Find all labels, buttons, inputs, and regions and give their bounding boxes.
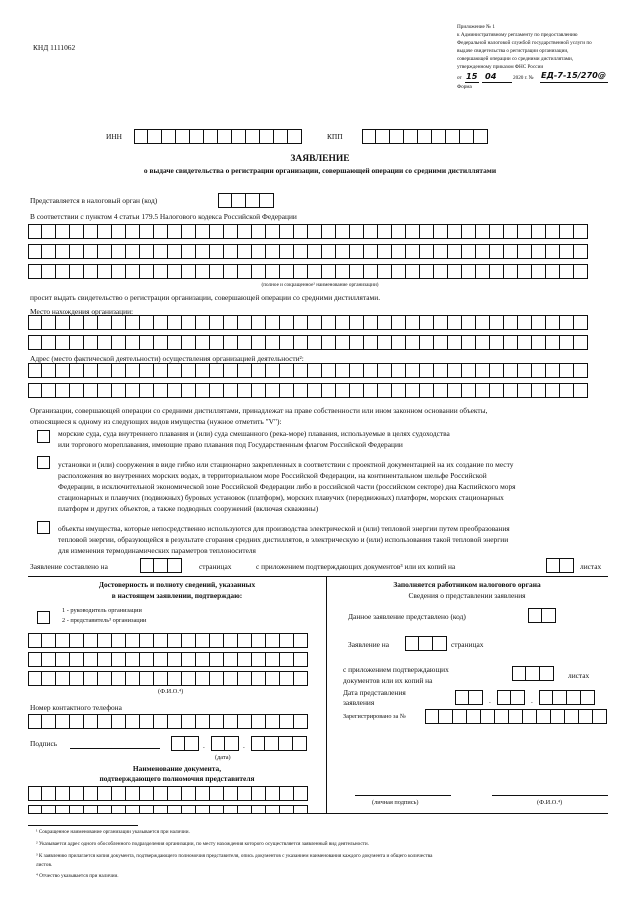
- phone-field[interactable]: [28, 714, 308, 729]
- officer-signature-line[interactable]: [355, 795, 451, 796]
- presented-day-field[interactable]: [455, 690, 483, 705]
- signer-type-checkbox[interactable]: [37, 611, 50, 624]
- appendix-line: выдаче свидетельства о регистрации организации,: [457, 48, 569, 54]
- option-installations-checkbox[interactable]: [37, 456, 50, 469]
- option-installations-text: Федерации, в исключительной экономической зоне Российской Федерации либо в российской части (российском секторе) дна Каспийского моря: [58, 482, 516, 491]
- pages-count-field[interactable]: [140, 558, 182, 573]
- docs-sheets-field[interactable]: [512, 666, 554, 681]
- inn-field[interactable]: [134, 129, 302, 144]
- with-docs-label: с приложением подтверждающих: [343, 665, 449, 674]
- fio-row[interactable]: [28, 652, 308, 667]
- objects-intro: Организации, совершающей операции со средними дистиллятами, принадлежат на праве собственности или ином законном основании объекты,: [30, 406, 488, 415]
- sign-year-field[interactable]: [251, 736, 307, 751]
- officer-heading: Заполняется работником налогового органа: [393, 580, 541, 589]
- date-presented-label: заявления: [343, 698, 375, 707]
- presented-month-field[interactable]: [497, 690, 525, 705]
- doc-name-heading: Наименование документа,: [132, 764, 222, 773]
- location-row[interactable]: [28, 335, 588, 350]
- location-label: Место нахождения организации:: [30, 307, 134, 316]
- address-row[interactable]: [28, 383, 588, 398]
- date-caption: (дата): [215, 754, 231, 761]
- sheets-word: листах: [580, 562, 602, 571]
- confirm-heading: Достоверность и полноту сведений, указанных: [98, 580, 256, 589]
- appendix-line: к Административному регламенту по предоставлению: [457, 32, 578, 38]
- kpp-field[interactable]: [362, 129, 488, 144]
- sheets-count-field[interactable]: [546, 558, 574, 573]
- appendix-line: утвержденному приказом ФНС России: [457, 64, 544, 70]
- statement-on-label: Заявление на: [348, 640, 390, 649]
- org-name-row[interactable]: [28, 264, 588, 279]
- option-energy-text: объекты имущества, которые непосредственно используются для производства электрической и (или) тепловой энергии путем преобразования: [58, 524, 510, 533]
- option-energy-text: тепловой энергии, образующейся в результате сгорания средних дистиллятов, в электрическую и (или) использования такой тепловой энергии: [58, 535, 509, 544]
- option-vessels-text: морские суда, суда внутреннего плавания и (или) суда смешанного (река-море) плавания, используемые в целях судоходства: [58, 429, 450, 438]
- page-title: ЗАЯВЛЕНИЕ: [290, 154, 350, 164]
- footnote: ² Указывается адрес одного обособленного подразделения организации, по месту нахождения которого осуществляется заявленный вид деятельности.: [36, 841, 369, 847]
- statement-pages-field[interactable]: [405, 636, 447, 651]
- address-label: Адрес (место фактической деятельности) осуществления организацией деятельности²:: [30, 354, 304, 363]
- option-energy-text: для изменения термодинамических параметров теплоносителя: [58, 546, 256, 555]
- signer-option-head: 1 - руководитель организации: [62, 607, 142, 614]
- option-vessels-text: или торгового мореплавания, имеющие право плавания под Государственным флагом Российской Федерации: [58, 440, 403, 449]
- page-subtitle: о выдаче свидетельства о регистрации организации, совершающей операции со средними дистиллятами: [143, 166, 497, 175]
- presented-year-field[interactable]: [539, 690, 595, 705]
- objects-intro: относящиеся к одному из следующих видов имущества (нужное отметить "V"):: [30, 417, 282, 426]
- tax-organ-label: Представляется в налоговый орган (код): [30, 196, 158, 205]
- doc-name-row[interactable]: [28, 786, 308, 801]
- pages-word: страницах: [199, 562, 232, 571]
- request-text: просит выдать свидетельство о регистрации организации, совершающей операции со средними дистиллятами.: [30, 293, 381, 302]
- docs-sheets-word: листах: [568, 671, 590, 680]
- appendix-line: совершающей операции со средними дистиллятами,: [457, 56, 574, 62]
- officer-fio-caption: (Ф.И.О.⁴): [537, 799, 563, 806]
- phone-label: Номер контактного телефона: [30, 703, 122, 712]
- footnote: ⁴ Отчество указывается при наличии.: [36, 873, 119, 879]
- with-docs-label: с приложением подтверждающих документов³ или их копий на: [256, 562, 456, 571]
- appendix-month: 04: [485, 71, 497, 81]
- option-installations-text: стационарных и плавучих (подвижных) буровых установок (платформ), морских плавучих (передвижных) платформ, морских стационарных: [58, 493, 504, 502]
- officer-subheading: Сведения о представлении заявления: [408, 591, 526, 600]
- option-installations-text: установки и (или) сооружения в виде гибко или стационарно закрепленных в соответствии с проектной документацией на их создание по месту: [58, 460, 514, 469]
- footnote: листов.: [36, 862, 53, 868]
- presented-code-field[interactable]: [528, 608, 556, 623]
- footnote: ³ К заявлению прилагается копия документа, подтверждающего полномочия представителя, опись документов с указанием наименования каждого документа и общего количества: [36, 853, 433, 859]
- tax-organ-code-field[interactable]: [218, 193, 274, 208]
- doc-name-row[interactable]: [28, 805, 308, 813]
- address-row[interactable]: [28, 363, 588, 378]
- form-label: Форма: [457, 84, 472, 90]
- statement-pages-word: страницах: [451, 640, 484, 649]
- composed-on-label: Заявление составлено на: [30, 562, 108, 571]
- doc-name-heading: подтверждающего полномочия представителя: [99, 774, 255, 783]
- appendix-year: 2020 г. №: [513, 75, 534, 81]
- fio-row[interactable]: [28, 633, 308, 648]
- footnote: ¹ Сокращенное наименование организации указывается при наличии.: [36, 829, 190, 835]
- location-row[interactable]: [28, 315, 588, 330]
- sign-day-field[interactable]: [171, 736, 199, 751]
- fio-caption: (Ф.И.О.⁴): [158, 688, 184, 695]
- signature-line[interactable]: [70, 748, 160, 749]
- order-number: ЕД-7-15/270@: [541, 70, 607, 80]
- presented-code-label: Данное заявление представлено (код): [348, 612, 466, 621]
- org-name-row[interactable]: [28, 224, 588, 239]
- org-name-caption: (полное и сокращенное¹ наименование организации): [261, 282, 379, 288]
- sign-month-field[interactable]: [211, 736, 239, 751]
- signer-option-representative: 2 - представитель³ организации: [62, 617, 147, 624]
- accordance-text: В соответствии с пунктом 4 статьи 179.5 Налогового кодекса Российской Федерации: [30, 212, 297, 221]
- personal-signature-caption: (личная подпись): [372, 799, 419, 806]
- date-presented-label: Дата представления: [343, 688, 406, 697]
- appendix-day: 15: [466, 71, 478, 81]
- appendix-date-prefix: от: [457, 75, 462, 81]
- confirm-heading: в настоящем заявлении, подтверждаю:: [111, 591, 243, 600]
- with-docs-label: документов или их копий на: [343, 676, 433, 685]
- appendix-line: Приложение № 1: [457, 24, 495, 30]
- officer-fio-line[interactable]: [492, 795, 608, 796]
- knd-code: КНД 1111062: [33, 43, 76, 52]
- fio-row[interactable]: [28, 671, 308, 686]
- appendix-line: Федеральной налоговой службой государственной услуги по: [457, 40, 592, 46]
- option-energy-checkbox[interactable]: [37, 521, 50, 534]
- org-name-row[interactable]: [28, 244, 588, 259]
- option-installations-text: расположения во внутренних морских водах, в территориальном море Российской Федерации, на континентальном шельфе Российской: [58, 471, 487, 480]
- kpp-label: КПП: [327, 132, 343, 141]
- option-installations-text: платформ и других объектов, а также подводных сооружений (включая скважины): [58, 504, 319, 513]
- registered-label: Зарегистрировано за №: [343, 713, 406, 720]
- signature-label: Подпись: [30, 739, 58, 748]
- inn-label: ИНН: [106, 132, 123, 141]
- registered-number-field[interactable]: [425, 709, 607, 724]
- option-vessels-checkbox[interactable]: [37, 430, 50, 443]
